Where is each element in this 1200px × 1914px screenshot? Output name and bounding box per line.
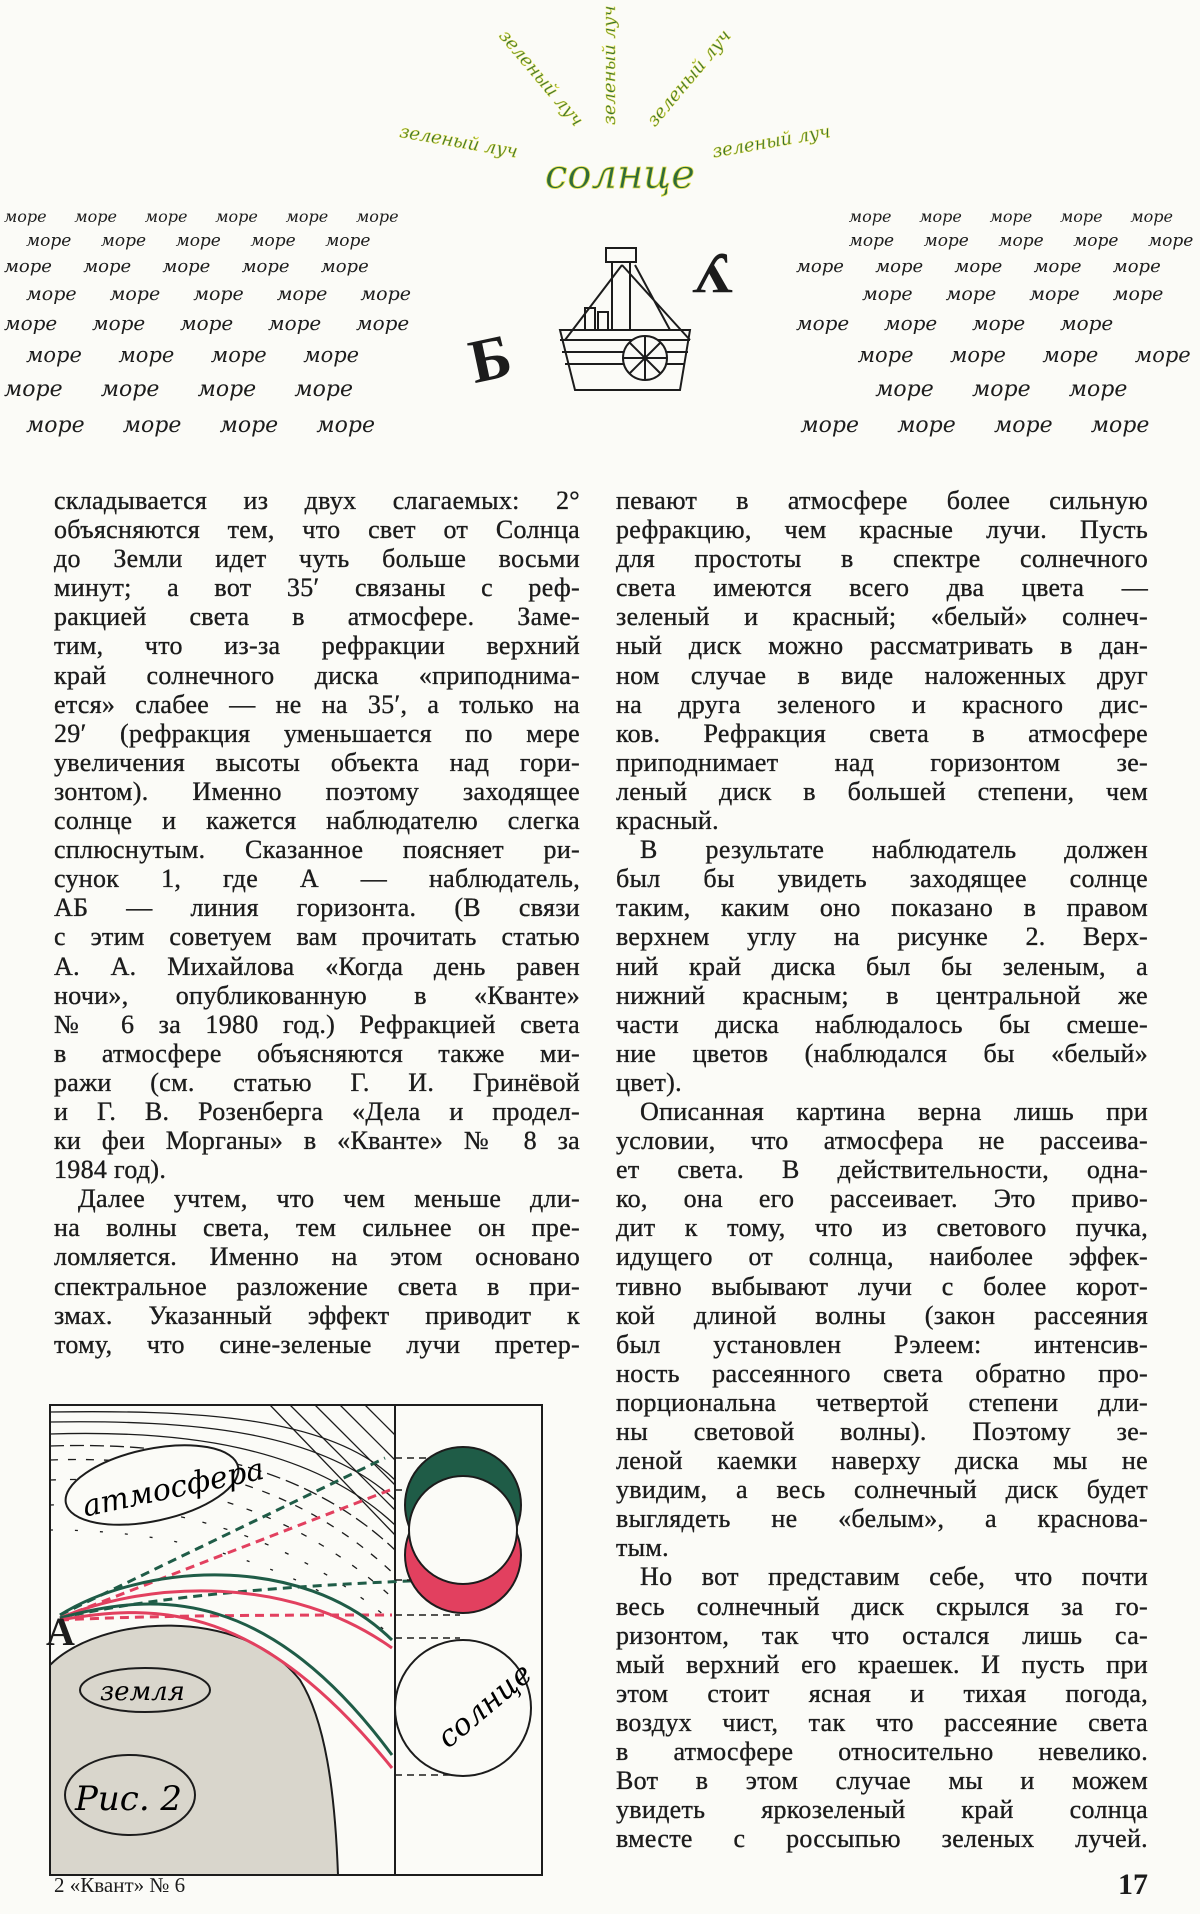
sea-word: море	[118, 343, 175, 367]
sea-word: море	[276, 283, 328, 305]
text-line: воздух чист, так что рассеяние света	[616, 1707, 1148, 1737]
text-line: в атмосфере объясняются также ми-	[54, 1038, 580, 1068]
text-line: рефракцию, чем красные лучи. Пусть	[616, 515, 1148, 545]
text-line: 29′ (рефракция уменьшается по мере	[54, 718, 580, 748]
text-line: ние цветов (наблюдался бы «белый»	[616, 1038, 1148, 1068]
text-line: кой длиной волны (закон рассеяния	[616, 1300, 1148, 1330]
sea-word: море	[954, 256, 1003, 277]
text-line: вместе с россыпью зеленых лучей.	[616, 1824, 1148, 1854]
sea-word: море	[175, 231, 221, 251]
sun-label: солнце	[545, 152, 695, 198]
sea-word: море	[360, 283, 412, 305]
text-line: спектральное разложение света в при-	[54, 1271, 580, 1301]
text-line: сунок 1, где А — наблюдатель,	[54, 864, 580, 894]
text-line: певают в атмосфере более сильную	[616, 486, 1148, 515]
text-line: весь солнечный диск скрылся за го-	[616, 1591, 1148, 1621]
text-line: верхнем углу на рисунке 2. Верх-	[616, 922, 1148, 952]
sea-word: море	[241, 256, 290, 277]
sea-word: море	[219, 413, 279, 438]
text-line: Но вот представим себе, что почти	[640, 1562, 1148, 1592]
sun-ray-text: зеленый луч	[599, 5, 620, 125]
text-line: складывается из двух слагаемых: 2°	[54, 486, 580, 515]
figure-caption: Рис. 2	[75, 1779, 183, 1819]
sea-word: море	[1068, 377, 1128, 402]
sea-word: море	[796, 311, 850, 335]
text-line: красный.	[616, 806, 719, 836]
sea-word: море	[250, 231, 296, 251]
page-number: 17	[1118, 1868, 1148, 1901]
sea-word: море	[109, 283, 161, 305]
text-line: приподнимает над горизонтом зе-	[616, 747, 1148, 777]
sea-word: море	[897, 413, 956, 438]
sea-word: море	[210, 343, 267, 367]
text-line: леный диск в большей степени, чем	[616, 776, 1148, 806]
sea-word: море	[74, 207, 118, 226]
sun-ray-text: зеленый луч	[494, 25, 588, 131]
text-line: ризонтом, так что остался лишь са-	[616, 1620, 1148, 1650]
sea-word: море	[862, 283, 913, 305]
sea-word: море	[325, 231, 371, 251]
text-line: ном случае в виде наложенных друг	[616, 660, 1148, 690]
sea-word: море	[1134, 343, 1191, 367]
sea-word: море	[316, 413, 375, 438]
sea-word: море	[4, 256, 52, 277]
sea-word: море	[1033, 256, 1082, 277]
sea-word: море	[972, 377, 1031, 402]
earth-shape	[50, 1626, 338, 1875]
text-line: условии, что атмосфера не рассеива-	[616, 1126, 1148, 1156]
text-line: части диска наблюдалось бы смеше-	[616, 1009, 1148, 1039]
sea-word: море	[268, 311, 322, 335]
sea-word: море	[26, 231, 72, 251]
text-line: солнце и кажется наблюдателю слегка	[54, 806, 580, 836]
sea-word: море	[923, 231, 969, 251]
sea-word: море	[356, 207, 399, 226]
text-line: Далее учтем, что чем меньше дли-	[78, 1184, 580, 1214]
text-line: змах. Указанный эффект приводит к	[54, 1300, 580, 1330]
sea-word: море	[1090, 413, 1150, 438]
sea-word: море	[1112, 283, 1164, 305]
sea-word: море	[950, 343, 1006, 367]
text-line: тым.	[616, 1533, 669, 1563]
text-column-right	[616, 486, 1148, 1853]
sea-word: море	[193, 283, 244, 305]
text-line: увидеть яркозеленый край солнца	[616, 1795, 1148, 1825]
sea-word: море	[1112, 256, 1161, 277]
sea-word: море	[26, 343, 82, 367]
text-line: ный диск можно рассматривать в дан-	[616, 631, 1148, 661]
white-overlap-disk	[409, 1476, 517, 1584]
observer-label: А	[46, 1609, 75, 1654]
text-line: нижний красным; в центральной же	[616, 980, 1148, 1010]
sea-word: море	[1042, 343, 1099, 367]
sea-word: море	[215, 207, 258, 226]
text-line: до Земли идет чуть больше восьми	[54, 544, 580, 574]
sea-word: море	[4, 207, 47, 226]
text-line: леной каемки наверху диска мы не	[616, 1446, 1148, 1476]
sea-word: море	[26, 283, 77, 305]
text-line: с этим советуем вам прочитать статью	[54, 922, 580, 952]
text-line: зонтом). Именно поэтому заходящее	[54, 776, 580, 806]
text-line: порциональна четвертой степени дли-	[616, 1387, 1148, 1417]
text-line: ко, она его рассеивает. Это приво-	[616, 1184, 1148, 1214]
sun-ray-text: зеленый луч	[642, 25, 736, 131]
boat-letter-b: Б	[463, 321, 518, 397]
sea-word: море	[796, 256, 844, 277]
text-line: АБ — линия горизонта. (В связи	[54, 893, 580, 923]
text-line: выглядеть не «белым», а краснова-	[616, 1504, 1148, 1534]
sun-rays	[398, 5, 832, 162]
sea-word: море	[848, 231, 895, 251]
text-line: ков. Рефракция света в атмосфере	[616, 718, 1148, 748]
text-line: ность рассеянного света обратно про-	[616, 1358, 1148, 1388]
text-line: А. А. Михайлова «Когда день равен	[54, 951, 580, 981]
sea-word: море	[919, 207, 962, 226]
sea-word: море	[303, 343, 360, 367]
text-line: ны световой волны). Поэтому зе-	[616, 1417, 1148, 1446]
text-line: минут; а вот 35′ связаны с реф-	[54, 573, 580, 603]
sea-word: море	[1130, 207, 1174, 226]
text-line: увеличения высоты объекта над гори-	[54, 747, 580, 777]
sea-word: море	[1073, 231, 1119, 251]
sea-word: море	[294, 377, 353, 402]
text-line: зеленый и красный; «белый» солнеч-	[616, 602, 1148, 632]
text-line: был бы увидеть заходящее солнце	[616, 864, 1148, 894]
sea-word: море	[180, 311, 234, 335]
sea-word: море	[320, 256, 369, 277]
sea-word: море	[857, 343, 914, 367]
text-line: ет света. В действительности, одна-	[616, 1155, 1148, 1185]
sea-word: море	[884, 311, 938, 335]
boat-letter-u: У	[691, 241, 734, 306]
sea-word: море	[122, 413, 182, 438]
sun-label: солнце	[430, 1656, 540, 1756]
sea-word: море	[4, 311, 58, 335]
text-line: света имеются всего два цвета —	[616, 573, 1148, 603]
text-line: ки феи Морганы» в «Кванте» № 8 за	[54, 1126, 580, 1156]
sea-word: море	[875, 256, 924, 277]
text-line: тивно выбывают лучи с более корот-	[616, 1271, 1148, 1301]
text-line: № 6 за 1980 год.) Рефракцией света	[54, 1009, 580, 1039]
text-line: ется» слабее — не на 35′, а только на	[54, 689, 580, 719]
text-line: дит к тому, что из светового пучка,	[616, 1213, 1148, 1243]
sea-word: море	[197, 377, 257, 402]
sea-word: море	[162, 256, 211, 277]
text-line: таким, каким оно показано в правом	[616, 893, 1148, 923]
sea-word: море	[285, 207, 329, 226]
text-line: на волны света, тем сильнее он пре-	[54, 1213, 580, 1243]
sea-word: море	[972, 311, 1026, 335]
sea-word: море	[356, 311, 410, 335]
header-illustration	[0, 0, 1200, 470]
text-line: идущего от солнца, наиболее эффек-	[616, 1242, 1148, 1272]
sea-word: море	[1148, 231, 1194, 251]
earth-label: земля	[100, 1677, 185, 1707]
text-line: объясняются тем, что свет от Солнца	[54, 515, 580, 545]
sea-word: море	[989, 207, 1033, 226]
journal-issue: 2 «Квант» № 6	[54, 1873, 186, 1897]
atmosphere-label: атмосфера	[79, 1451, 268, 1525]
sea-word: море	[800, 413, 859, 438]
text-line: ночи», опубликованную в «Кванте»	[54, 980, 580, 1010]
sun-ray-text: зеленый луч	[710, 121, 833, 163]
text-line: в атмосфере относительно невелико.	[616, 1737, 1148, 1767]
text-line: для простоты в спектре солнечного	[616, 544, 1148, 574]
text-line: был установлен Рэлеем: интенсив-	[616, 1329, 1148, 1359]
text-line: сплюснутым. Сказанное поясняет ри-	[54, 835, 580, 865]
text-line: на друга зеленого и красного дис-	[616, 689, 1148, 719]
text-line: 1984 год).	[54, 1155, 167, 1185]
sun-ray-text: зеленый луч	[397, 121, 520, 163]
sea-word: море	[144, 207, 188, 226]
sea-word: море	[92, 311, 146, 335]
sea-word: море	[1060, 207, 1103, 226]
sea-word: море	[998, 231, 1044, 251]
sea-word: море	[26, 413, 85, 438]
text-line: край солнечного диска «приподнима-	[54, 660, 580, 690]
sea-word: море	[4, 377, 63, 402]
text-line: тим, что из-за рефракции верхний	[54, 631, 580, 661]
text-line: и Г. В. Розенберга «Дела и продел-	[54, 1096, 580, 1126]
text-line: Вот в этом случае мы и можем	[616, 1766, 1148, 1796]
text-line: В результате наблюдатель должен	[640, 835, 1148, 865]
text-line: ний край диска был бы зеленым, а	[616, 951, 1148, 981]
boat-drawing	[560, 248, 690, 390]
text-line: ломляется. Именно на этом основано	[54, 1242, 580, 1272]
sea-word: море	[1029, 283, 1080, 305]
text-line: мый верхний его краешек. И пусть при	[616, 1649, 1148, 1679]
sea-word: море	[100, 231, 147, 251]
text-line: этом стоит ясная и тихая погода,	[616, 1678, 1148, 1708]
sea-word: море	[994, 413, 1053, 438]
sea-word: море	[848, 207, 892, 226]
sea-word: море	[1060, 311, 1114, 335]
text-column-left	[54, 486, 580, 1359]
text-line: цвет).	[616, 1067, 682, 1097]
sea-word: море	[875, 377, 934, 402]
sea-word: море	[945, 283, 997, 305]
text-line: ражи (см. статью Г. И. Гринёвой	[54, 1067, 580, 1097]
text-line: тому, что сине-зеленые лучи претер-	[54, 1329, 580, 1359]
figure-2-refraction-diagram	[40, 1390, 560, 1880]
text-line: ракцией света в атмосфере. Заме-	[54, 602, 580, 632]
text-line: Описанная картина верна лишь при	[640, 1096, 1148, 1126]
text-line: увидим, а весь солнечный диск будет	[616, 1475, 1148, 1505]
sea-word: море	[100, 377, 160, 402]
sea-word: море	[83, 256, 132, 277]
